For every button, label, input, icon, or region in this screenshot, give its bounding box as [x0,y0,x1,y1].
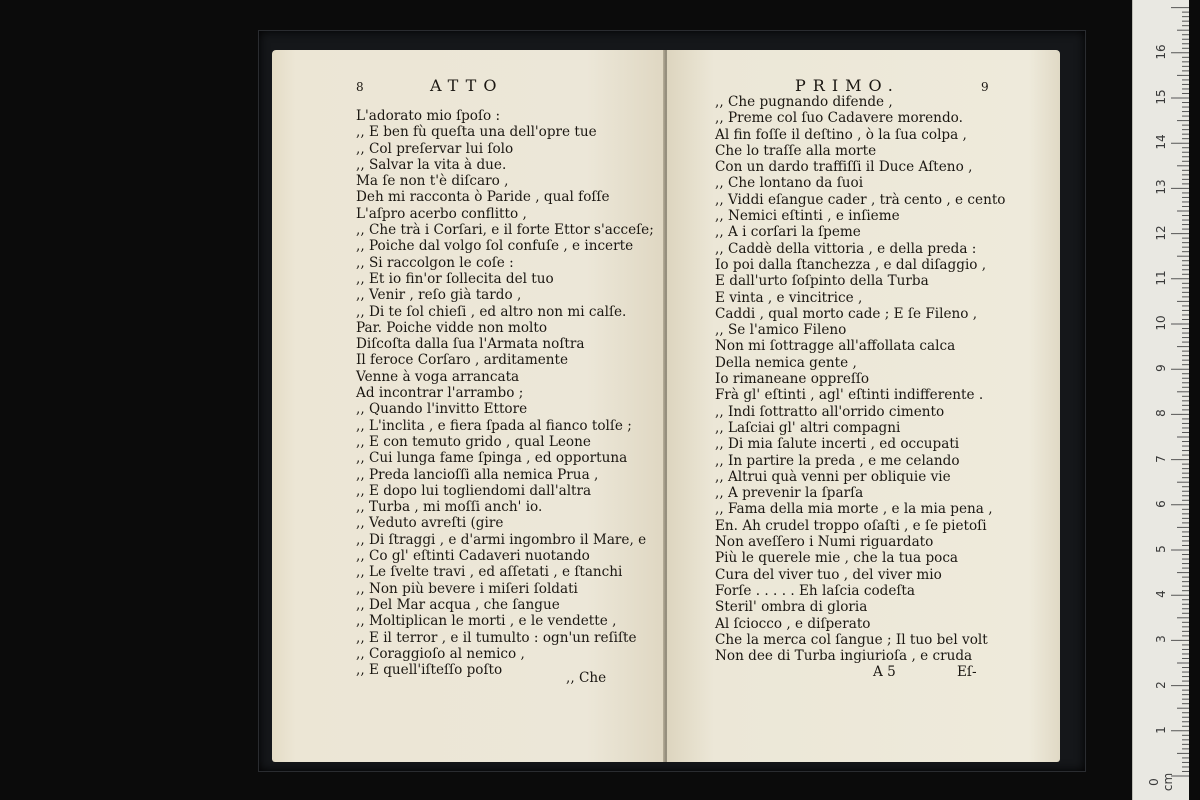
text-line: ,, Di ſtraggi , e d'armi ingombro il Mare, e [356,531,647,548]
ruler-label: 11 [1154,270,1168,286]
ruler-label: 15 [1154,89,1168,105]
text-line: Con un dardo traffiſſi il Duce Aſteno , [715,159,973,176]
text-line: Che lo traſſe alla morte [715,142,877,159]
text-line: Che la merca col ſangue ; Il tuo bel volt [715,631,988,648]
text-line: ,, Caddè della vittoria , e della preda : [715,240,977,257]
text-line: ,, Si raccolgon le coſe : [356,254,514,271]
text-line: ,, L'inclita , e fiera ſpada al fianco tolſe ; [356,417,632,434]
ruler-label: 6 [1154,499,1168,508]
text-line: E vinta , e vincitrice , [715,289,863,306]
ruler-label: 12 [1154,224,1168,241]
text-line: ,, Moltiplican le morti , e le vendette , [356,613,617,630]
catchword: Eſ- [957,664,977,680]
text-line: ,, E con temuto grido , qual Leone [356,433,591,450]
measuring-ruler [1132,0,1189,800]
text-line: Io poi dalla ſtanchezza , e dal diſaggio , [715,256,987,273]
text-line: Diſcoſta dalla ſua l'Armata noſtra [356,336,585,353]
page-number: 9 [981,80,989,94]
left-page [272,50,665,762]
text-line: Non mi ſottragge all'affollata calca [715,338,956,355]
text-line: E dall'urto ſoſpinto della Turba [715,273,929,290]
ruler-label: 13 [1154,179,1168,196]
text-line: Ma ſe non t'è diſcaro , [356,173,509,190]
text-line: ,, Coraggioſo al nemico , [356,645,525,662]
text-line: ,, Che pugnando difende , [715,94,893,110]
text-line: Par. Poiche vidde non molto [356,319,548,336]
text-line: ,, Laſciai gl' altri compagni [715,419,901,436]
ruler-label: 9 [1154,364,1168,373]
text-line: Il feroce Corſaro , arditamente [356,352,569,369]
text-line: ,, E quell'iſteſſo poſto [356,662,503,679]
ruler-label: 0 cm [1147,772,1175,792]
text-line: ,, Nemici eſtinti , e inſieme [715,208,900,225]
text-line: ,, Le ſvelte travi , ed aſſetati , e ſtanchi [356,564,623,581]
text-line: Al fin foſſe il deſtino , ò la ſua colpa , [715,126,967,143]
text-line: Ad incontrar l'arrambo ; [356,385,524,402]
text-line: L'adorato mio ſpoſo : [356,108,501,124]
text-line: ,, Di mia ſalute incerti , ed occupati [715,436,960,453]
text-line: L'aſpro acerbo conflitto , [356,205,527,222]
text-line: Più le querele mie , che la tua poca [715,550,959,567]
ruler-label: 7 [1154,454,1168,463]
text-line: ,, Preme col ſuo Cadavere morendo. [715,110,963,127]
text-line: ,, Poiche dal volgo ſol confuſe , e incerte [356,238,634,255]
text-line: ,, Altrui quà venni per obliquie vie [715,468,951,485]
ruler-label: 4 [1154,590,1168,599]
text-line: En. Ah crudel troppo oſaſti , e ſe pietoſi [715,517,987,534]
text-line: Caddi , qual morto cade ; E ſe Fileno , [715,305,978,322]
text-line: ,, Salvar la vita à due. [356,156,507,173]
text-line: ,, Se l'amico Fileno [715,322,847,339]
text-line: ,, Cui lunga fame ſpinga , ed opportuna [356,450,628,467]
ruler-label: 5 [1154,545,1168,553]
text-line: Io rimaneane oppreſſo [715,371,870,388]
text-line: Steril' ombra di gloria [715,599,868,616]
text-line: ,, Non più bevere i miſeri ſoldati [356,580,578,597]
text-line: Della nemica gente , [715,354,857,371]
text-line: Non aveſſero i Numi riguardato [715,534,934,551]
text-line: Deh mi racconta ò Paride , qual foſſe [356,189,610,206]
text-line: ,, Fama della mia morte , e la mia pena , [715,501,993,518]
text-line: ,, Che trà i Corſari, e il forte Ettor s'acceſe; [356,222,654,239]
text-line: ,, A prevenir la ſparſa [715,485,864,502]
text-line: ,, A i corſari la ſpeme [715,224,861,241]
ruler-label: 14 [1154,134,1168,150]
text-line: Al ſciocco , e diſperato [715,615,871,632]
text-line: ,, Viddi eſangue cader , trà cento , e cento [715,191,1006,208]
text-line: ,, Indi ſottratto all'orrido cimento [715,403,945,420]
text-line: ,, Col preſervar lui ſolo [356,140,514,157]
text-line: ,, E ben fù queſta una dell'opre tue [356,124,597,141]
ruler-label: 10 [1154,315,1168,331]
text-block [356,108,654,678]
text-line: ,, Quando l'invitto Ettore [356,401,528,418]
signature-mark: A 5 [873,664,896,680]
text-line: ,, Et io fin'or ſollecita del tuo [356,270,554,287]
text-block [715,94,1005,664]
text-line: ,, Del Mar acqua , che ſangue [356,596,560,613]
ruler-label: 2 [1154,680,1168,689]
ruler-label: 8 [1154,409,1168,418]
text-line: ,, Veduto avreſti (gire [356,515,504,532]
text-line: ,, Co gl' eſtinti Cadaveri nuotando [356,548,590,565]
text-line: ,, E il terror , e il tumulto : ogn'un reſiſte [356,629,637,646]
ruler-label: 16 [1154,44,1168,60]
text-line: Non dee di Turba ingiurioſa , e cruda [715,648,973,665]
text-line: ,, E dopo lui togliendomi dall'altra [356,482,592,499]
text-line: ,, Turba , mi moſſi anch' io. [356,499,543,516]
text-line: Cura del viver tuo , del viver mio [715,566,942,583]
running-head: ATTO [430,76,504,95]
ruler-label: 3 [1154,635,1168,644]
ruler-label: 1 [1154,725,1168,734]
text-line: ,, Venir , reſo già tardo , [356,287,522,304]
text-line: Forſe . . . . . Eh laſcia codeſta [715,582,915,599]
text-line: ,, Che lontano da ſuoi [715,175,864,192]
page-number: 8 [356,80,364,94]
text-line: ,, Di te ſol chieſi , ed altro non mi calſe. [356,303,627,320]
text-line: Frà gl' eſtinti , agl' eſtinti indifferente . [715,387,984,404]
text-line: Venne à voga arrancata [356,368,520,385]
catchword: ,, Che [566,670,607,686]
running-head: PRIMO. [795,76,900,95]
text-line: ,, Preda lancioſſi alla nemica Prua , [356,466,599,483]
text-line: ,, In partire la preda , e me celando [715,452,960,469]
right-page [667,50,1060,762]
